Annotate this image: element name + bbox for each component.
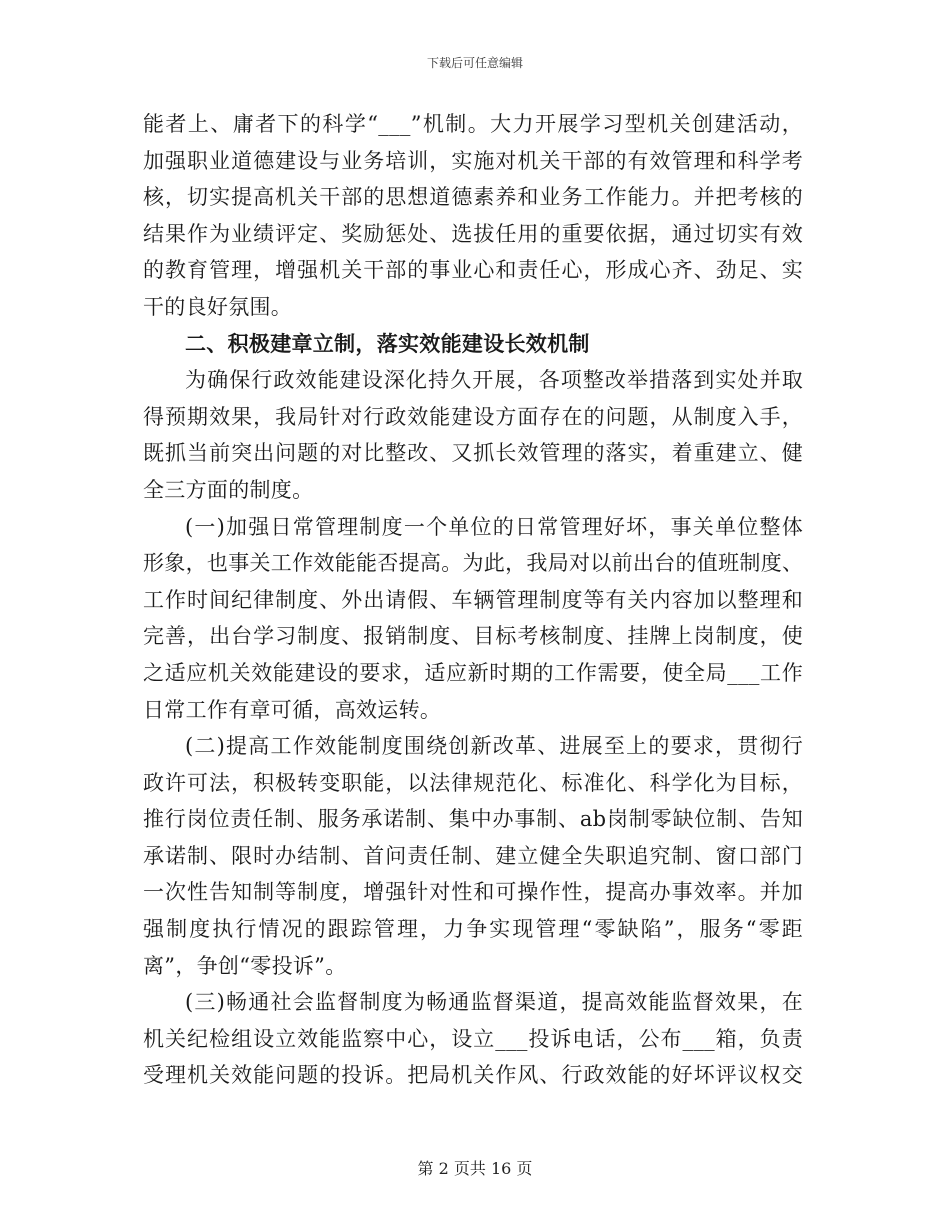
body-line: 完善，出台学习制度、报销制度、目标考核制度、挂牌上岗制度，使 [143, 624, 803, 649]
body-line: 能者上、庸者下的科学“___”机制。大力开展学习型机关创建活动， [143, 112, 803, 136]
body-line: 承诺制、限时办结制、首问责任制、建立健全失职追究制、窗口部门 [143, 843, 803, 868]
section-heading: 二、积极建章立制，落实效能建设长效机制 [185, 330, 590, 356]
body-line: 核，切实提高机关干部的思想道德素养和业务工作能力。并把考核的 [143, 185, 803, 210]
body-line: 离”，争创“零投诉”。 [143, 953, 347, 978]
body-line: 既抓当前突出问题的对比整改、又抓长效管理的落实，着重建立、健 [143, 441, 803, 466]
body-line: 日常工作有章可循，高效运转。 [143, 697, 442, 722]
body-line: 结果作为业绩评定、奖励惩处、选拔任用的重要依据，通过切实有效 [143, 221, 803, 246]
paragraph-first-line: (一)加强日常管理制度一个单位的日常管理好坏，事关单位整体 [185, 514, 803, 539]
body-line: 全三方面的制度。 [143, 477, 314, 502]
body-line: 一次性告知制等制度，增强针对性和可操作性，提高办事效率。并加 [143, 880, 803, 905]
body-line: 得预期效果，我局针对行政效能建设方面存在的问题，从制度入手， [143, 404, 803, 429]
body-line: 强制度执行情况的跟踪管理，力争实现管理“零缺陷”，服务“零距 [143, 917, 803, 942]
body-line: 加强职业道德建设与业务培训，实施对机关干部的有效管理和科学考 [143, 148, 803, 173]
body-line: 干的良好氛围。 [143, 294, 293, 319]
body-line: 的教育管理，增强机关干部的事业心和责任心，形成心齐、劲足、实 [143, 258, 803, 283]
body-line: 受理机关效能问题的投诉。把局机关作风、行政效能的好坏评议权交 [143, 1063, 803, 1088]
document-body [143, 106, 803, 1094]
paragraph-first-line: (二)提高工作效能制度围绕创新改革、进展至上的要求，贯彻行 [185, 734, 803, 759]
page-header: 下载后可任意编辑 [426, 56, 523, 70]
body-line: 之适应机关效能建设的要求，适应新时期的工作需要，使全局___工作 [143, 660, 803, 685]
body-line: 工作时间纪律制度、外出请假、车辆管理制度等有关内容加以整理和 [143, 587, 803, 612]
body-line: 推行岗位责任制、服务承诺制、集中办事制、ab岗制零缺位制、告知 [143, 807, 803, 832]
body-line: 政许可法，积极转变职能，以法律规范化、标准化、科学化为目标， [143, 770, 803, 795]
page-footer: 第 2 页共 16 页 [417, 1159, 533, 1178]
paragraph-first-line: 为确保行政效能建设深化持久开展，各项整改举措落到实处并取 [185, 368, 803, 393]
body-line: 机关纪检组设立效能监察中心，设立___投诉电话，公布___箱，负责 [143, 1026, 803, 1051]
paragraph-first-line: (三)畅通社会监督制度为畅通监督渠道，提高效能监督效果，在 [185, 990, 803, 1015]
body-line: 形象，也事关工作效能能否提高。为此，我局对以前出台的值班制度、 [143, 551, 804, 576]
